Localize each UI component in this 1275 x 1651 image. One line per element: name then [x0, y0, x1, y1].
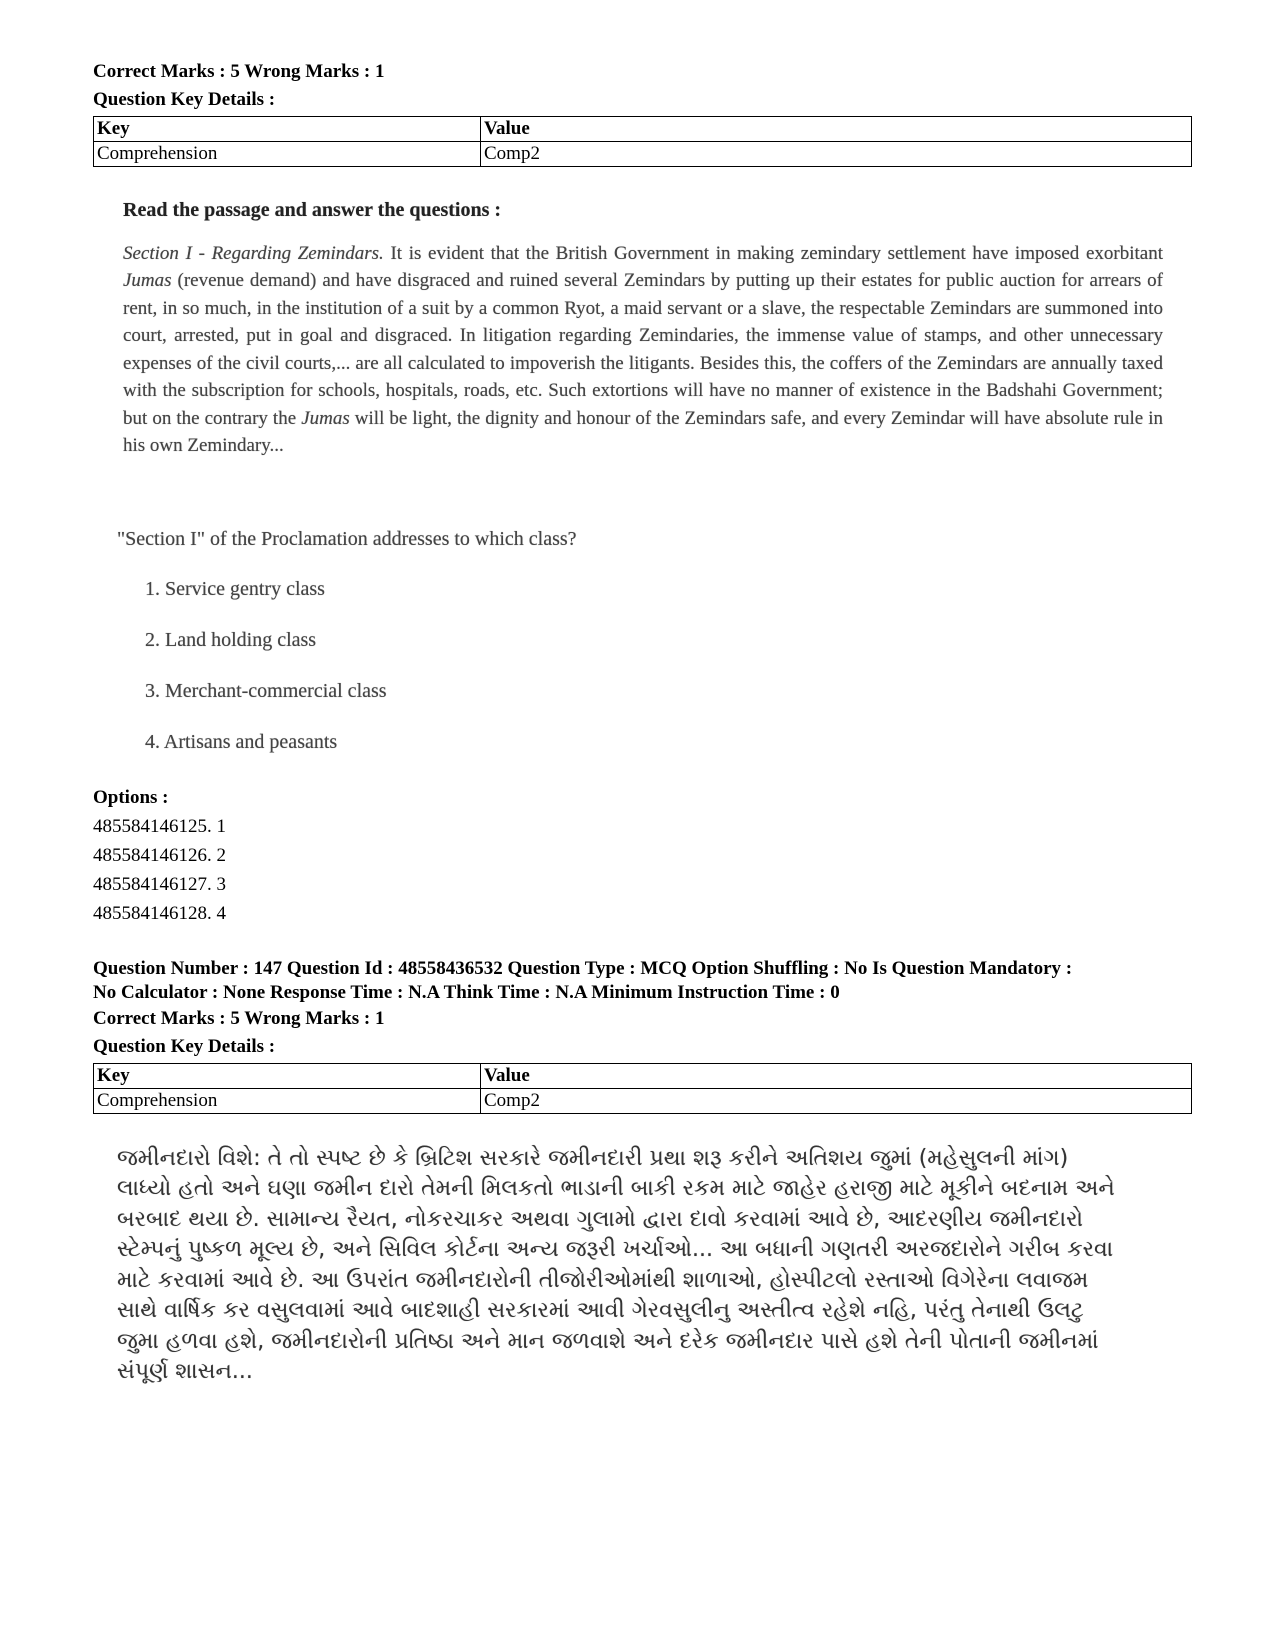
- table-cell-key: Comprehension: [94, 142, 481, 167]
- marks-line: Correct Marks : 5 Wrong Marks : 1: [93, 1007, 385, 1029]
- table-header-row: [94, 1063, 1192, 1088]
- options-section: [93, 784, 1193, 928]
- table-header-row: [94, 117, 1192, 142]
- options-label: Options :: [93, 786, 169, 808]
- table-row: [94, 142, 1192, 167]
- table-header-value: Value: [481, 117, 1192, 142]
- passage-jumas-1: Jumas: [123, 270, 172, 291]
- passage-text-2: (revenue demand) and have disgraced and ruined several Zemindars by putting up their estates for public auction for arrears of rent, in so much, in the institution of a suit by a common Ryot, a maid servant or a slave, the respectable Zemindars are summoned into court, arrested, put in goal and disgraced. In litigation regarding Zemindaries, the immense value of stamps, and other unnecessary expenses of the civil courts,... are all calculated to impoverish the litigants. Besides this, the coffers of the Zemindars are annually taxed with the subscription for schools, hospitals, roads, etc. Such extortions will have no manner of existence in the Badshahi Government; but on the contrary the: [123, 270, 1163, 429]
- key-details-label: Question Key Details :: [93, 89, 276, 110]
- table-row: [94, 1088, 1192, 1113]
- option-item: 485584146128. 4: [93, 902, 226, 924]
- question-image: [117, 528, 1193, 754]
- passage-text-3: will be light, the dignity and honour of the Zemindars safe, and every Zemindar will have absolute rule in his own Zemindary...: [123, 407, 1163, 456]
- question-choice: 1. Service gentry class: [145, 577, 325, 600]
- key-value-table: [93, 116, 1192, 167]
- question-choice: 3. Merchant-commercial class: [145, 679, 387, 702]
- passage-title: Read the passage and answer the questions :: [123, 199, 502, 221]
- passage-image: [123, 197, 1193, 460]
- marks-line: Correct Marks : 5 Wrong Marks : 1: [93, 61, 385, 82]
- key-details-label: Question Key Details :: [93, 1035, 276, 1057]
- passage-jumas-2: Jumas: [301, 407, 350, 429]
- question-meta-line: No Calculator : None Response Time : N.A Think Time : N.A Minimum Instruction Time : 0: [93, 981, 840, 1003]
- option-item: 485584146126. 2: [93, 844, 226, 866]
- table-cell-value: Comp2: [481, 142, 1192, 167]
- question-meta-line: Question Number : 147 Question Id : 48558436532 Question Type : MCQ Option Shuffling : No Is Question Mandatory :: [93, 957, 1073, 979]
- gujarati-passage: જમીનદારો વિશે: તે તો સ્પષ્ટ છે કે બ્રિટિશ સરકારે જમીનદારી પ્રથા શરૂ કરીને અતિશય જુમાં (મહેસુલની માંગ) લાધ્યો હતો અને ઘણા જમીન દારો તેમની મિલકતો ભાડાની બાકી રકમ માટે જાહેર હરાજી માટે મૂકીને બદનામ અને બરબાદ થયા છે. સામાન્ય રૈયત, નોકરચાકર અથવા ગુલામો દ્વારા દાવો કરવામાં આવે છે, આદરણીય જમીનદારો સ્ટેમ્પનું પુષ્કળ મૂલ્ય છે, અને સિવિલ કોર્ટના અન્ય જરૂરી ખર્ચાઓ... આ બધાની ગણતરી અરજદારોને ગરીબ કરવા માટે કરવામાં આવે છે. આ ઉપરાંત જમીનદારોની તીજોરીઓમાંથી શાળાઓ, હોસ્પીટલો રસ્તાઓ વિગેરેના લવાજમ સાથે વાર્ષિક કર વસુલવામાં આવે બાદશાહી સરકારમાં આવી ગેરવસુલીનુ અસ્તીત્વ રહેશે નહિ, પરંતુ તેનાથી ઉલટુ જુમા હળવા હશે, જમીનદારોની પ્રતિષ્ઠા અને માન જળવાશે અને દરેક જમીનદાર પાસે હશે તેની પોતાની જમીનમાં સંપૂર્ણ શાસન...: [117, 1145, 1115, 1384]
- question-meta-block: [93, 957, 1193, 1114]
- table-header-key: Key: [94, 117, 481, 142]
- question-choice: 4. Artisans and peasants: [145, 730, 338, 753]
- option-item: 485584146127. 3: [93, 873, 226, 895]
- passage-section-label: Section I - Regarding Zemindars.: [123, 242, 384, 264]
- passage-text-1: It is evident that the British Government in making zemindary settlement have imposed exorbitant: [383, 242, 1163, 264]
- question-stem: "Section I" of the Proclamation addresses to which class?: [117, 527, 577, 550]
- table-header-key: Key: [94, 1063, 481, 1088]
- passage-body: [123, 240, 1163, 460]
- document-page: [93, 58, 1193, 1388]
- question-choice: 2. Land holding class: [145, 628, 317, 651]
- table-header-value: Value: [481, 1063, 1192, 1088]
- option-item: 485584146125. 1: [93, 815, 226, 837]
- table-cell-value: Comp2: [481, 1088, 1192, 1113]
- table-cell-key: Comprehension: [94, 1088, 481, 1113]
- key-value-table: [93, 1063, 1192, 1114]
